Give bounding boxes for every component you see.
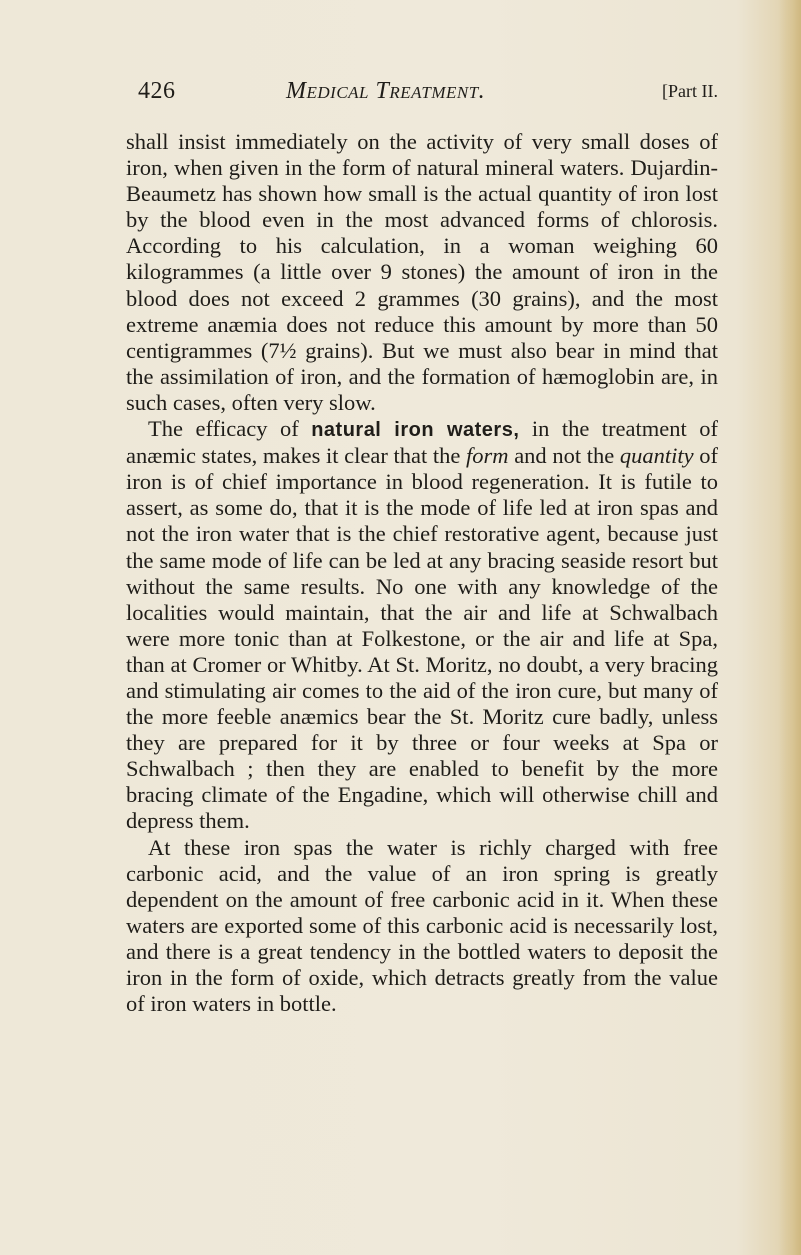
page-number: 426 bbox=[138, 78, 176, 104]
paragraph bbox=[126, 835, 718, 1018]
text-run: in the treatment of anæmic states, makes it clear that the bbox=[126, 416, 718, 469]
part-label: [Part II. bbox=[662, 81, 718, 101]
bold-term-natural-iron-waters: natural iron waters, bbox=[311, 419, 520, 442]
italic-term-form: form bbox=[466, 443, 509, 469]
italic-term-quantity: quantity bbox=[619, 443, 694, 469]
text-run: shall insist immediately on the activity of very small doses of iron, when given in the form of natural mineral waters. Dujardin-Beaumetz has shown how small is the actual quantity of iron lost by the blood even in the most advanced forms of chlorosis. According to his calculation, in a woman weighing 60 kilogrammes (a little over 9 stones) the amount of iron in the blood does not exceed 2 grammes (30 grains), and the most extreme anæmia does not reduce this amount by more than 50 centigrammes (7½ grains). But we must also bear in mind that the assimilation of iron, and the formation of hæmoglobin are, in such cases, often very slow. bbox=[126, 129, 718, 415]
text-run: and not the bbox=[508, 443, 620, 469]
running-header bbox=[138, 78, 718, 108]
text-run: The efficacy of bbox=[148, 416, 312, 442]
body-text bbox=[126, 129, 718, 1017]
paragraph bbox=[126, 129, 718, 416]
text-run: of iron is of chief importance in blood regeneration. It is futile to assert, as some do, that it is the mode of life led at iron spas and not the iron water that is the chief restorative agent, because just the same mode of life can be led at any bracing seaside resort but without the same results. No one with any knowledge of the localities would maintain, that the air and life at Schwalbach were more tonic than at Folkestone, or the air and life at Spa, than at Cromer or Whitby. At St. Moritz, no doubt, a very bracing and stimulating air comes to the aid of the iron cure, but many of the more feeble anæmics bear the St. Moritz cure badly, unless they are prepared for it by three or four weeks at Spa or Schwalbach ; then they are enabled to benefit by the more bracing climate of the Engadine, which will otherwise chill and depress them. bbox=[126, 443, 718, 834]
page-edge-shadow bbox=[779, 0, 801, 1255]
text-run: At these iron spas the water is richly charged with free carbonic acid, and the value of an iron spring is greatly dependent on the amount of free carbonic acid in it. When these waters are exported some of this carbonic acid is necessarily lost, and there is a great tendency in the bottled waters to deposit the iron in the form of oxide, which detracts greatly from the value of iron waters in bottle. bbox=[126, 834, 718, 1017]
running-title: Medical Treatment. bbox=[286, 78, 486, 104]
paragraph bbox=[126, 416, 718, 835]
